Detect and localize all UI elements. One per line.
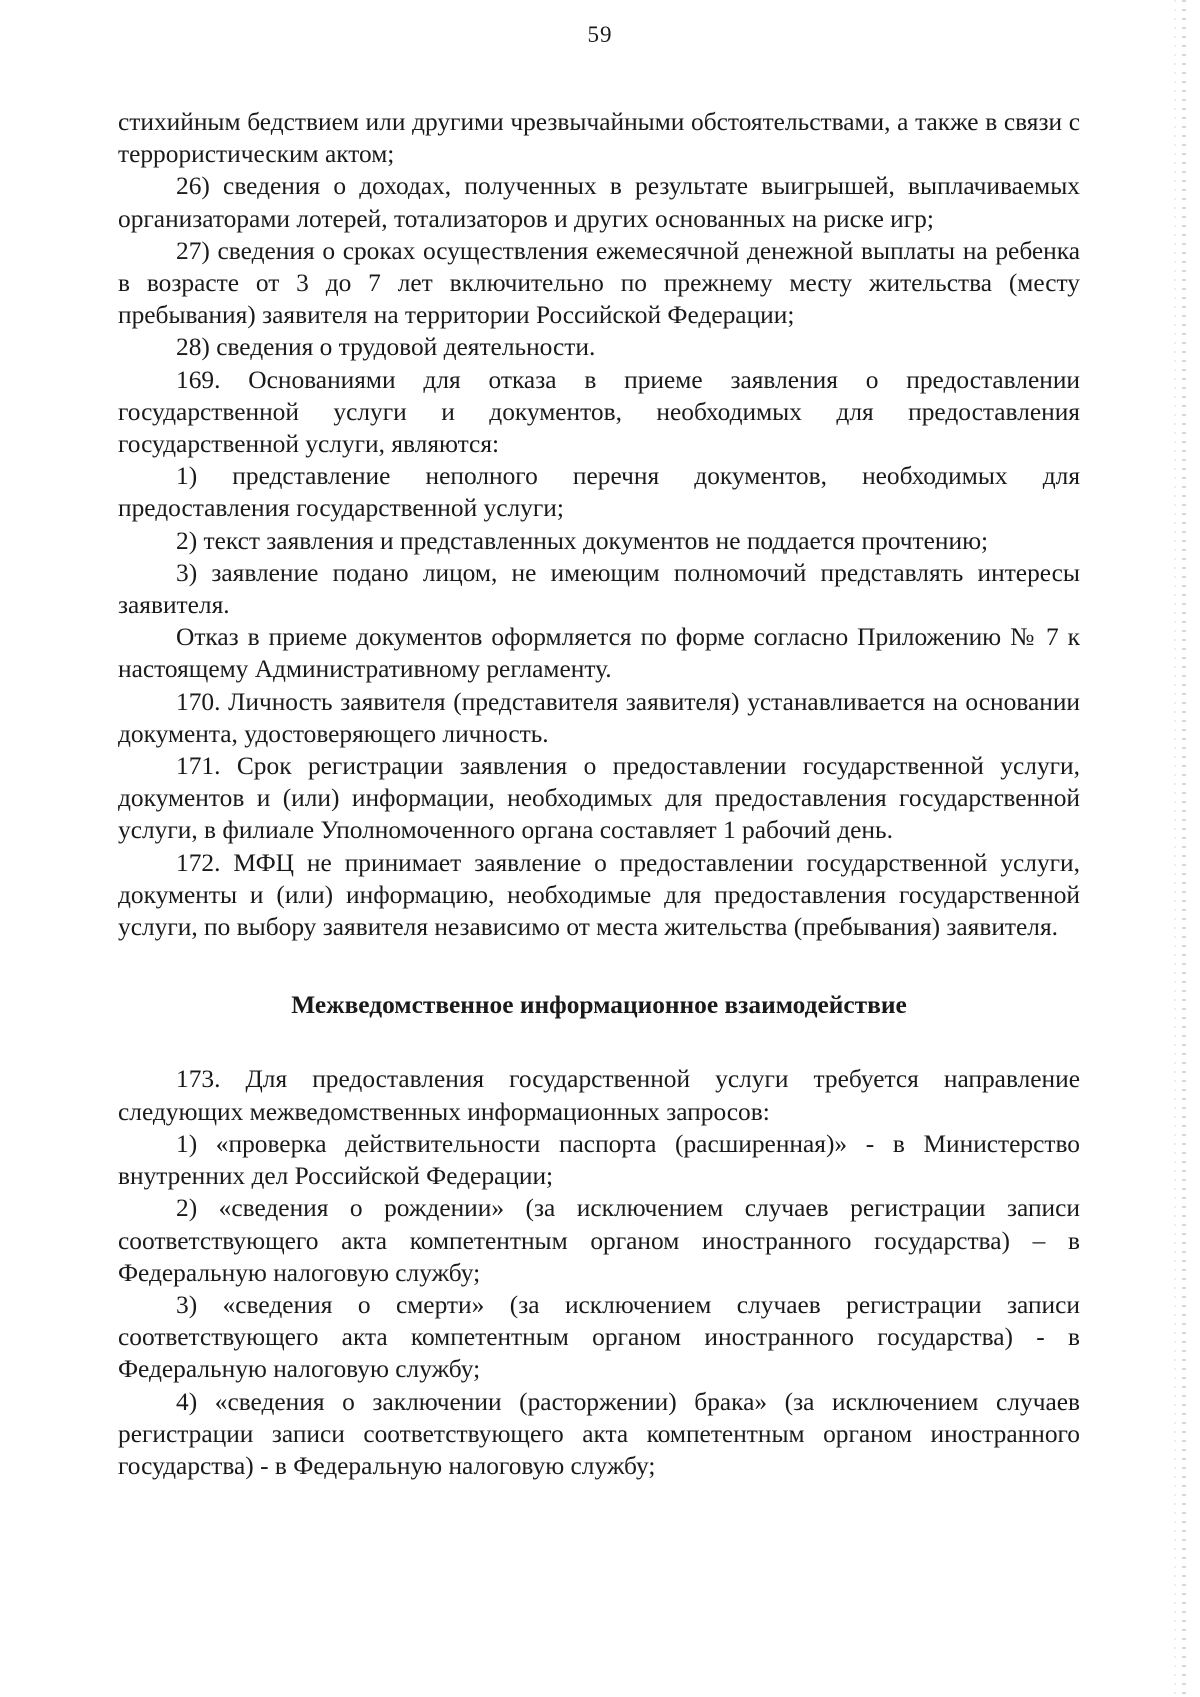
paragraph: 1) «проверка действительности паспорта (расширенная)» - в Министерство внутренних дел Российской Федерации; <box>118 1129 1080 1191</box>
paragraph: 2) текст заявления и представленных документов не поддается прочтению; <box>176 526 989 555</box>
section-heading: Межведомственное информационное взаимодействие <box>291 991 907 1020</box>
document-body <box>118 106 1080 1482</box>
paragraph: 173. Для предоставления государственной услуги требуется направление следующих межведомственных информационных запросов: <box>118 1065 1080 1126</box>
paragraph: 26) сведения о доходах, полученных в результате выигрышей, выплачиваемых организаторами лотерей, тотализаторов и других основанных на риске игр; <box>118 172 1080 233</box>
paragraph: стихийным бедствием или другими чрезвычайными обстоятельствами, а также в связи с террористическим актом; <box>118 108 1080 169</box>
paragraph: 1) представление неполного перечня документов, необходимых для предоставления государственной услуги; <box>118 462 1080 523</box>
paragraph: 171. Срок регистрации заявления о предоставлении государственной услуги, документов и (или) информации, необходимых для предоставления государственной услуги, в филиале Уполномоченного органа составляет 1 рабочий день. <box>118 752 1080 845</box>
paragraph: 169. Основаниями для отказа в приеме заявления о предоставлении государственной услуги и документов, необходимых для предоставления государственной услуги, являются: <box>118 365 1080 459</box>
paragraph: 28) сведения о трудовой деятельности. <box>176 333 596 362</box>
paragraph: 3) «сведения о смерти» (за исключением случаев регистрации записи соответствующего акта компетентным органом иностранного государства) - в Федеральную налоговую службу; <box>118 1290 1080 1384</box>
paragraph: 27) сведения о сроках осуществления ежемесячной денежной выплаты на ребенка в возрасте от 3 до 7 лет включительно по прежнему месту жительства (месту пребывания) заявителя на территории Российской Федерации; <box>118 236 1080 330</box>
paragraph: 172. МФЦ не принимает заявление о предоставлении государственной услуги, документы и (или) информацию, необходимые для предоставления государственной услуги, по выбору заявителя независимо от места жительства (пребывания) заявителя. <box>118 848 1080 942</box>
paragraph: 170. Личность заявителя (представителя заявителя) устанавливается на основании документа, удостоверяющего личность. <box>118 687 1080 748</box>
paragraph: 3) заявление подано лицом, не имеющим полномочий представлять интересы заявителя. <box>118 558 1080 620</box>
page-number: 59 <box>587 22 613 47</box>
paragraph: 2) «сведения о рождении» (за исключением случаев регистрации записи соответствующего акта компетентным органом иностранного государства) – в Федеральную налоговую службу; <box>118 1194 1080 1287</box>
paragraph: Отказ в приеме документов оформляется по форме согласно Приложению № 7 к настоящему Административному регламенту. <box>118 623 1080 684</box>
scan-edge-mark-inner <box>1174 0 1176 1697</box>
paragraph: 4) «сведения о заключении (расторжении) брака» (за исключением случаев регистрации записи соответствующего акта компетентным органом иностранного государства) - в Федеральную налоговую службу; <box>118 1387 1080 1480</box>
scan-edge-mark <box>1182 0 1186 1697</box>
